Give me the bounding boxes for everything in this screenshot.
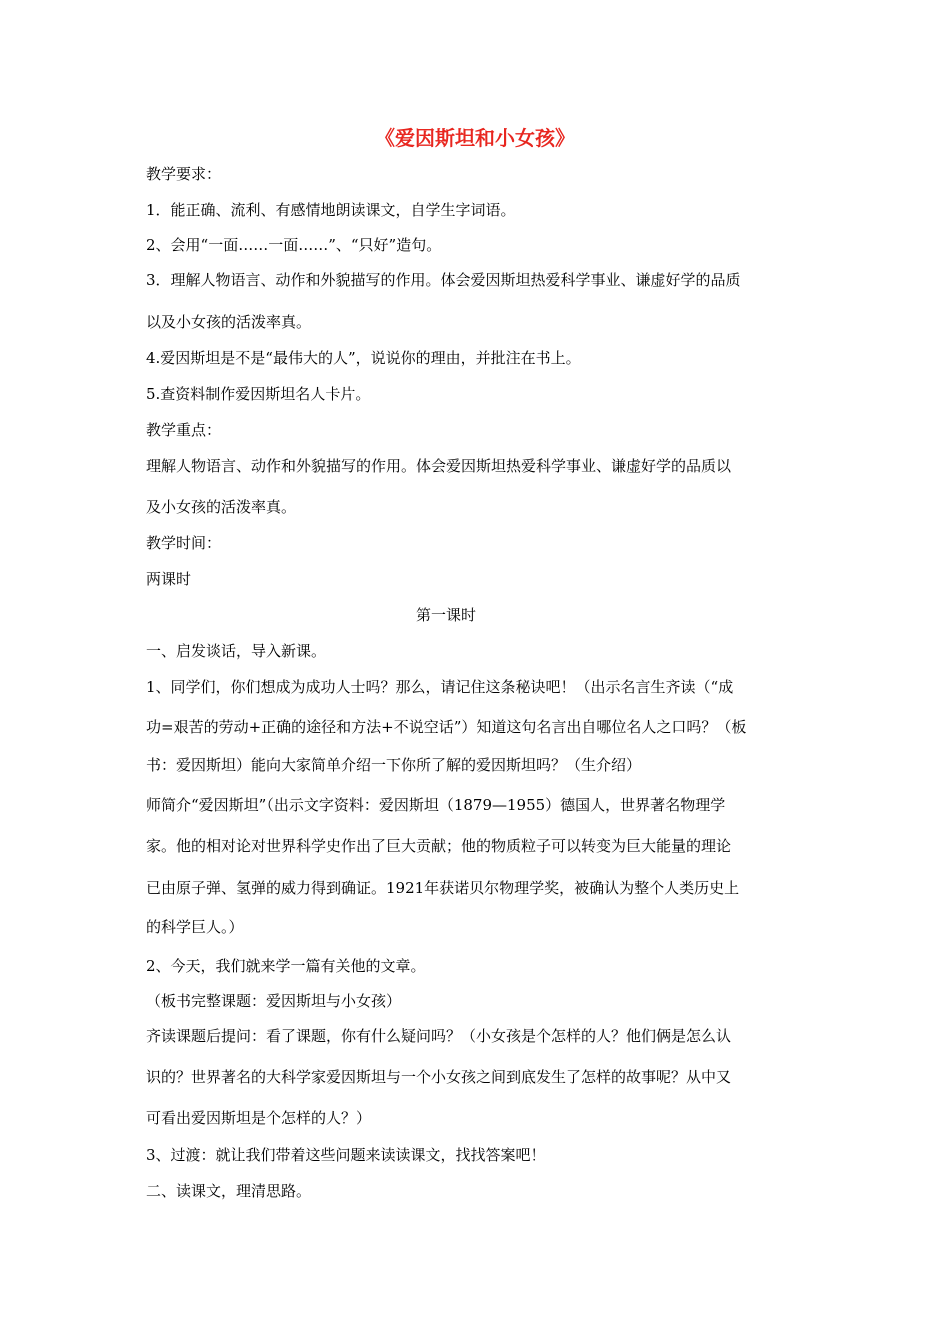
paragraph-line: 书：爱因斯坦）能向大家简单介绍一下你所了解的爱因斯坦吗？（生介绍） [146,756,642,774]
paragraph-line: 识的？世界著名的大科学家爱因斯坦与一个小女孩之间到底发生了怎样的故事呢？从中又 [146,1068,732,1086]
paragraph-line: 3、过渡：就让我们带着这些问题来读读课文，找找答案吧！ [146,1146,546,1164]
requirement-item-3-cont: 以及小女孩的活泼率真。 [146,313,312,331]
key-points-text-cont: 及小女孩的活泼率真。 [146,498,297,516]
key-points-text: 理解人物语言、动作和外貌描写的作用。体会爱因斯坦热爱科学事业、谦虚好学的品质以 [146,457,732,475]
section-heading-key-points: 教学重点： [146,421,222,439]
paragraph-line: 功=艰苦的劳动+正确的途径和方法+不说空话”）知道这句名言出自哪位名人之口吗？（板 [146,718,747,736]
paragraph-line: 师简介“爱因斯坦”（出示文字资料：爱因斯坦（1879—1955）德国人，世界著名物理学 [146,796,726,814]
part-heading-2: 二、读课文，理清思路。 [146,1182,312,1200]
requirement-item-3: 3．理解人物语言、动作和外貌描写的作用。体会爱因斯坦热爱科学事业、谦虚好学的品质 [146,271,741,289]
requirement-item-1: 1．能正确、流利、有感情地朗读课文，自学生字词语。 [146,201,516,219]
paragraph-line: 家。他的相对论对世界科学史作出了巨大贡献；他的物质粒子可以转变为巨大能量的理论 [146,837,732,855]
paragraph-line: 可看出爱因斯坦是个怎样的人？） [146,1109,372,1127]
requirement-item-4: 4.爱因斯坦是不是“最伟大的人”，说说你的理由，并批注在书上。 [146,349,581,367]
paragraph-line: 1、同学们，你们想成为成功人士吗？那么，请记住这条秘诀吧！（出示名言生齐读（“成 [146,678,734,696]
time-text: 两课时 [146,570,192,588]
paragraph-line: （板书完整课题：爱因斯坦与小女孩） [146,992,402,1010]
part-heading-1: 一、启发谈话，导入新课。 [146,642,327,660]
lesson-heading: 第一课时 [415,606,476,624]
document-title: 《爱因斯坦和小女孩》 [375,126,575,150]
paragraph-line: 齐读课题后提问：看了课题，你有什么疑问吗？（小女孩是个怎样的人？他们俩是怎么认 [146,1027,732,1045]
section-heading-requirements: 教学要求： [146,165,222,183]
paragraph-line: 的科学巨人。） [146,918,244,936]
requirement-item-5: 5.查资料制作爱因斯坦名人卡片。 [146,385,371,403]
requirement-item-2: 2、会用“一面……一面……”、“只好”造句。 [146,236,442,254]
paragraph-line: 已由原子弹、氢弹的威力得到确证。1921年获诺贝尔物理学奖，被确认为整个人类历史上 [146,879,740,897]
section-heading-time: 教学时间： [146,534,222,552]
paragraph-line: 2、今天，我们就来学一篇有关他的文章。 [146,957,426,975]
